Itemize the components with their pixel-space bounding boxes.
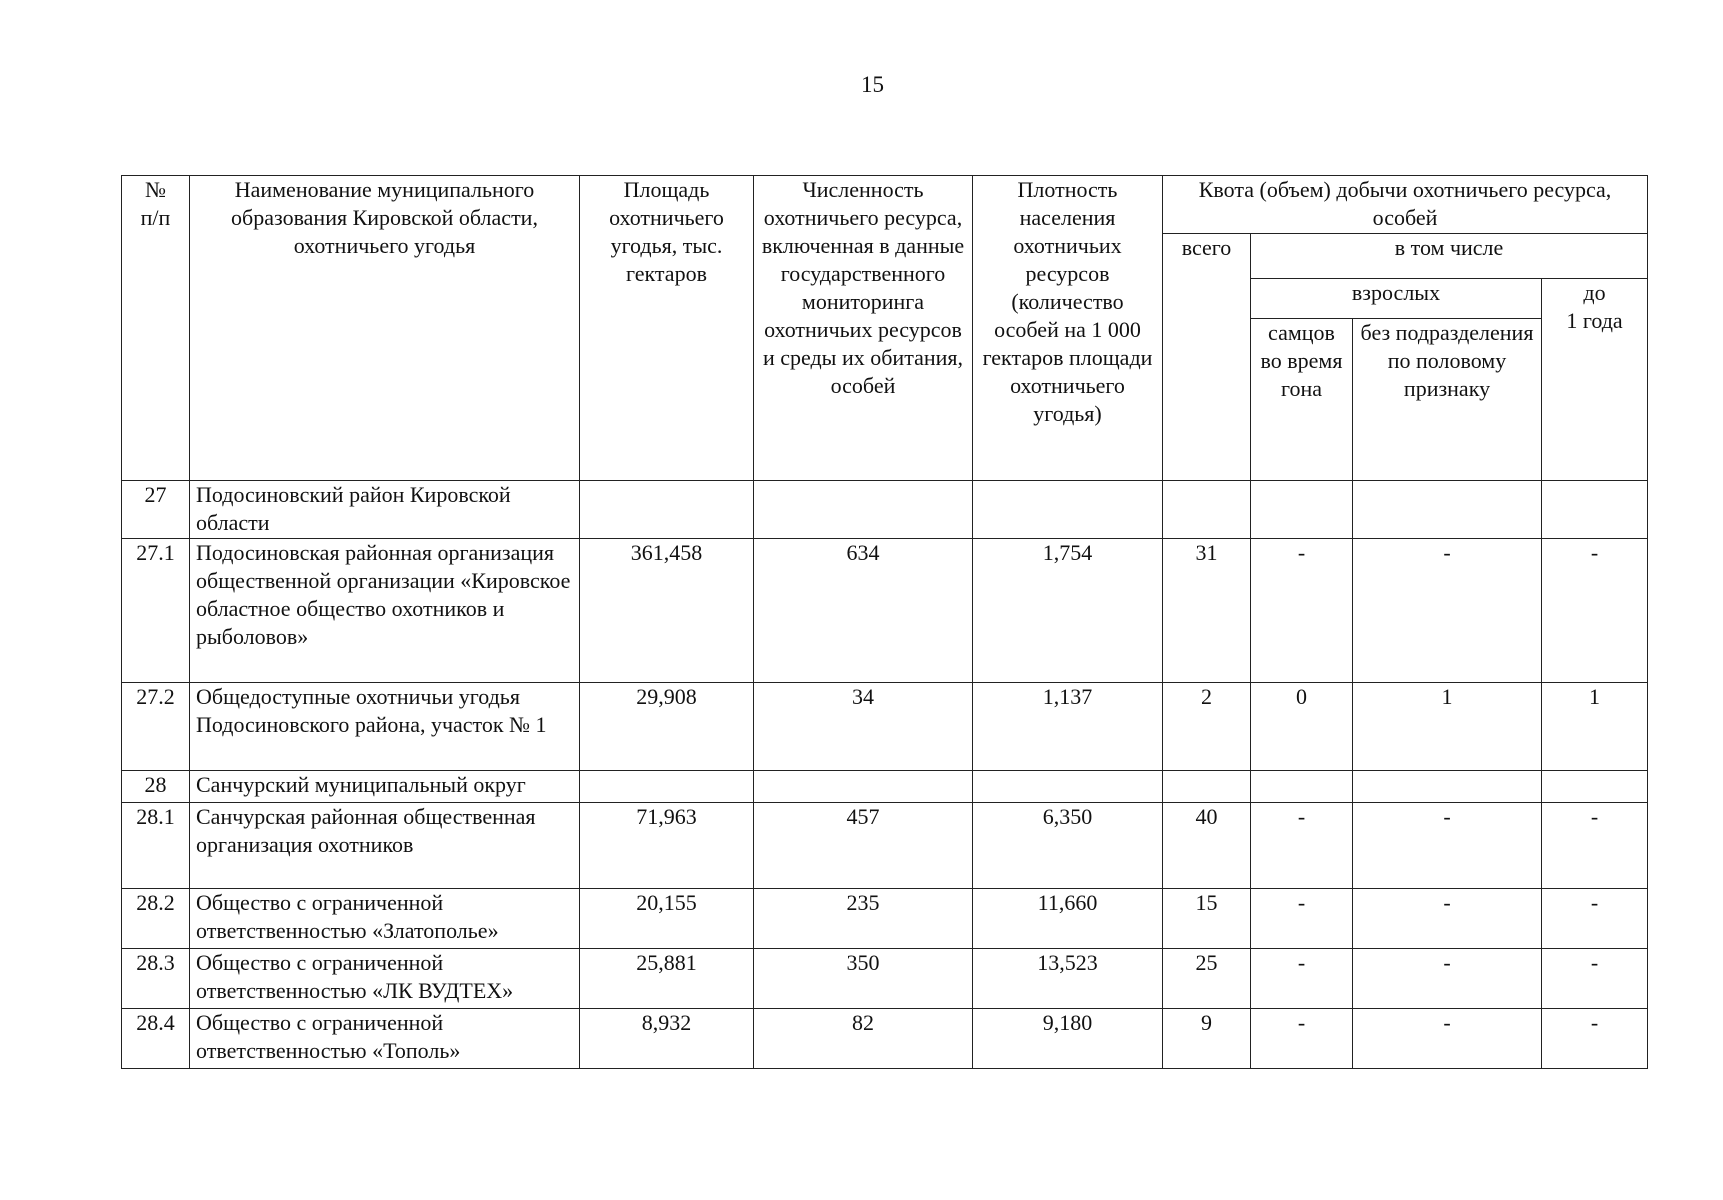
cell-males: -	[1251, 539, 1353, 683]
cell-young: -	[1542, 803, 1648, 889]
cell-density	[973, 481, 1163, 539]
header-adults: взрослых	[1251, 279, 1542, 319]
cell-num: 28	[122, 771, 190, 803]
cell-nosex	[1353, 481, 1542, 539]
cell-num: 28.4	[122, 1009, 190, 1069]
header-name: Наименование муниципального образования Кировской области, охотничьего угодья	[190, 176, 580, 481]
cell-count: 82	[754, 1009, 973, 1069]
cell-area	[580, 771, 754, 803]
cell-nosex	[1353, 771, 1542, 803]
cell-count: 350	[754, 949, 973, 1009]
cell-count	[754, 481, 973, 539]
cell-num: 28.2	[122, 889, 190, 949]
table-row	[122, 771, 1648, 803]
table-row	[122, 803, 1648, 889]
cell-density: 1,754	[973, 539, 1163, 683]
cell-count	[754, 771, 973, 803]
cell-young: -	[1542, 1009, 1648, 1069]
cell-area: 29,908	[580, 683, 754, 771]
cell-young: -	[1542, 539, 1648, 683]
cell-total	[1163, 481, 1251, 539]
header-count: Численность охотничьего ресурса, включенная в данные государственного мониторинга охотничьих ресурсов и среды их обитания, особей	[754, 176, 973, 481]
cell-num: 28.1	[122, 803, 190, 889]
cell-name: Санчурская районная общественная организация охотников	[190, 803, 580, 889]
cell-total: 2	[1163, 683, 1251, 771]
cell-num: 27.2	[122, 683, 190, 771]
cell-density	[973, 771, 1163, 803]
table-row	[122, 683, 1648, 771]
cell-young: -	[1542, 949, 1648, 1009]
cell-name: Санчурский муниципальный округ	[190, 771, 580, 803]
cell-name: Общество с ограниченной ответственностью «ЛК ВУДТЕХ»	[190, 949, 580, 1009]
cell-area: 8,932	[580, 1009, 754, 1069]
table-body	[122, 481, 1648, 1069]
cell-young: 1	[1542, 683, 1648, 771]
cell-count: 34	[754, 683, 973, 771]
cell-density: 9,180	[973, 1009, 1163, 1069]
table-row	[122, 1009, 1648, 1069]
cell-males: -	[1251, 949, 1353, 1009]
cell-males: -	[1251, 1009, 1353, 1069]
cell-num: 27.1	[122, 539, 190, 683]
cell-young: -	[1542, 889, 1648, 949]
cell-density: 11,660	[973, 889, 1163, 949]
cell-total: 9	[1163, 1009, 1251, 1069]
page-number: 15	[861, 72, 884, 97]
header-young: до 1 года	[1542, 279, 1648, 481]
cell-area: 71,963	[580, 803, 754, 889]
cell-density: 13,523	[973, 949, 1163, 1009]
header-density: Плотность населения охотничьих ресурсов (количество особей на 1 000 гектаров площади охотничьего угодья)	[973, 176, 1163, 481]
cell-name: Общество с ограниченной ответственностью «Тополь»	[190, 1009, 580, 1069]
cell-name: Общество с ограниченной ответственностью «Златополье»	[190, 889, 580, 949]
table-row	[122, 949, 1648, 1009]
cell-area	[580, 481, 754, 539]
table-row	[122, 481, 1648, 539]
header-total: всего	[1163, 234, 1251, 481]
header-nosex: без подразделения по половому признаку	[1353, 319, 1542, 481]
cell-total: 40	[1163, 803, 1251, 889]
cell-nosex: -	[1353, 803, 1542, 889]
table-row	[122, 889, 1648, 949]
quota-table	[121, 175, 1648, 1069]
cell-num: 28.3	[122, 949, 190, 1009]
cell-total: 15	[1163, 889, 1251, 949]
cell-count: 235	[754, 889, 973, 949]
cell-males: -	[1251, 803, 1353, 889]
cell-area: 25,881	[580, 949, 754, 1009]
cell-total: 31	[1163, 539, 1251, 683]
table-row	[122, 539, 1648, 683]
cell-name: Подосиновская районная организация общественной организации «Кировское областное общество охотников и рыболовов»	[190, 539, 580, 683]
table-header	[122, 176, 1648, 481]
cell-area: 20,155	[580, 889, 754, 949]
header-quota: Квота (объем) добычи охотничьего ресурса, особей	[1163, 176, 1648, 234]
cell-nosex: -	[1353, 1009, 1542, 1069]
cell-name: Общедоступные охотничьи угодья Подосиновского района, участок № 1	[190, 683, 580, 771]
cell-males	[1251, 771, 1353, 803]
cell-density: 6,350	[973, 803, 1163, 889]
cell-total: 25	[1163, 949, 1251, 1009]
header-area: Площадь охотничьего угодья, тыс. гектаров	[580, 176, 754, 481]
cell-young	[1542, 771, 1648, 803]
cell-name: Подосиновский район Кировской области	[190, 481, 580, 539]
cell-count: 457	[754, 803, 973, 889]
cell-nosex: -	[1353, 889, 1542, 949]
header-incl: в том числе	[1251, 234, 1648, 279]
header-males: самцов во время гона	[1251, 319, 1353, 481]
cell-count: 634	[754, 539, 973, 683]
cell-males: 0	[1251, 683, 1353, 771]
cell-num: 27	[122, 481, 190, 539]
cell-density: 1,137	[973, 683, 1163, 771]
cell-nosex: -	[1353, 539, 1542, 683]
cell-nosex: 1	[1353, 683, 1542, 771]
cell-males	[1251, 481, 1353, 539]
cell-nosex: -	[1353, 949, 1542, 1009]
cell-total	[1163, 771, 1251, 803]
cell-area: 361,458	[580, 539, 754, 683]
header-num: № п/п	[122, 176, 190, 481]
cell-young	[1542, 481, 1648, 539]
cell-males: -	[1251, 889, 1353, 949]
